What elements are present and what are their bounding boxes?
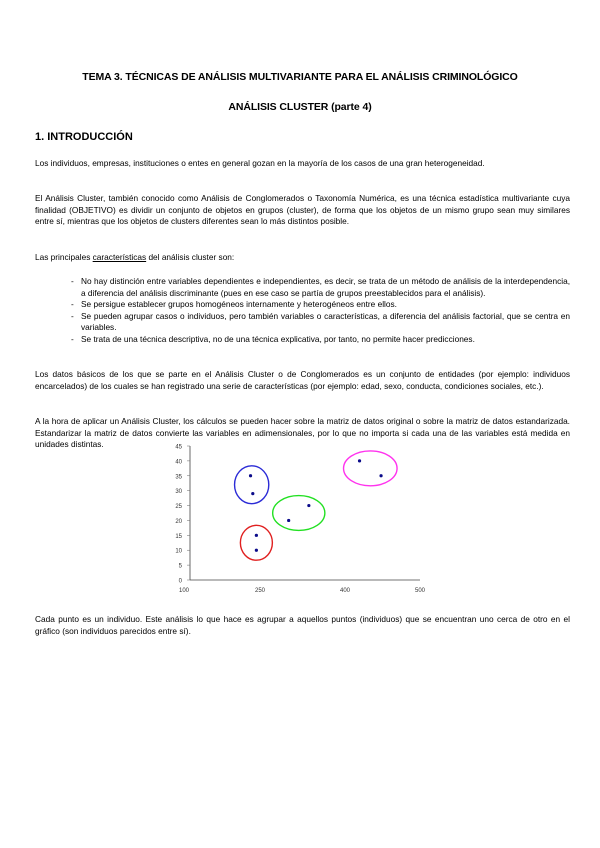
list-item-text: Se trata de una técnica descriptiva, no de una técnica explicativa, por tanto, no permite hacer predicciones. (81, 333, 475, 344)
cluster-ellipse-1 (235, 466, 269, 504)
paragraph-6: Cada punto es un individuo. Este análisis lo que hace es agrupar a aquellos puntos (individuos) que se encuentran uno cerca de otro en el gráfico (son individuos parecidos entre sí). (35, 614, 570, 636)
list-item (71, 334, 570, 346)
y-tick-label: 45 (175, 444, 182, 451)
list-item (71, 299, 570, 311)
data-point (255, 549, 258, 552)
data-point (307, 504, 310, 507)
y-tick-label: 25 (175, 504, 182, 511)
list-dash: - (71, 310, 74, 321)
y-tick-label: 20 (175, 518, 182, 525)
list-item (71, 311, 570, 334)
cluster-scatter-chart (170, 440, 440, 600)
paragraph-5: A la hora de aplicar un Análisis Cluster, los cálculos se pueden hacer sobre la matriz de datos original o sobre la matriz de datos estandarizada. Estandarizar la matriz de datos convierte las variables en adimensionales, por lo que no importa si cada una de las variables está medida en unidades distintas. (35, 416, 570, 450)
list-dash: - (71, 299, 74, 310)
y-tick-label: 30 (175, 489, 182, 496)
paragraph-2: El Análisis Cluster, también conocido como Análisis de Conglomerados o Taxonomía Numérica, es una técnica estadística multivariante cuya finalidad (OBJETIVO) es dividir un conjunto de objetos en grupos (cluster), de forma que los objetos de un mismo grupo sean muy similares entre sí, mientras que los objetos de clusters diferentes sean lo más distintos posible. (35, 193, 570, 227)
list-dash: - (71, 276, 74, 286)
cluster-ellipse-2 (240, 525, 272, 560)
y-tick-label: 15 (175, 533, 182, 540)
data-point (255, 534, 258, 537)
paragraph-3-start: Las principales (35, 252, 93, 262)
section-heading: 1. INTRODUCCIÓN (35, 131, 133, 143)
paragraph-3 (35, 252, 570, 264)
data-point (249, 474, 252, 477)
document-title: TEMA 3. TÉCNICAS DE ANÁLISIS MULTIVARIANTE PARA EL ANÁLISIS CRIMINOLÓGICO (82, 71, 518, 83)
x-tick-label: 400 (339, 588, 351, 594)
paragraph-4: Los datos básicos de los que se parte en el Análisis Cluster o de Conglomerados es un conjunto de entidades (por ejemplo: individuos encarcelados) de los cuales se han registrado una serie de características (por ejemplo: edad, sexo, conducta, condiciones sociales, etc.). (35, 369, 570, 391)
y-tick-label: 40 (175, 459, 182, 466)
list-item (71, 276, 570, 299)
y-tick-label: 5 (178, 563, 182, 570)
data-point (379, 474, 382, 477)
underlined-term: características (92, 252, 147, 262)
cluster-ellipse-4 (344, 451, 398, 486)
list-item-text: No hay distinción entre variables dependientes e independientes, es decir, se trata de un método de análisis de la interdependencia, a diferencia del análisis discriminante (pues en ese caso se partía de grupos preestablecidos para el análisis). (81, 276, 570, 298)
data-point (251, 492, 254, 495)
paragraph-3-end: del análisis cluster son: (146, 252, 235, 262)
y-tick-label: 10 (175, 548, 182, 555)
x-tick-label: 250 (254, 588, 266, 594)
x-tick-label: 500 (414, 588, 426, 594)
list-item-text: Se pueden agrupar casos o individuos, pero también variables o características, a diferencia del análisis factorial, que se centra en variables. (81, 310, 570, 333)
document-subtitle: ANÁLISIS CLUSTER (parte 4) (228, 101, 372, 113)
paragraph-1: Los individuos, empresas, instituciones o entes en general gozan en la mayoría de los casos de una gran heterogeneidad. (35, 158, 485, 168)
cluster-ellipse-3 (273, 496, 325, 531)
list-dash: - (71, 333, 74, 344)
characteristics-list (71, 276, 570, 346)
data-point (358, 459, 361, 462)
x-tick-label: 100 (178, 588, 190, 594)
y-tick-label: 35 (175, 474, 182, 481)
y-tick-label: 0 (178, 578, 182, 585)
data-point (287, 519, 290, 522)
list-item-text: Se persigue establecer grupos homogéneos internamente y heterogéneos entre ellos. (81, 299, 397, 310)
